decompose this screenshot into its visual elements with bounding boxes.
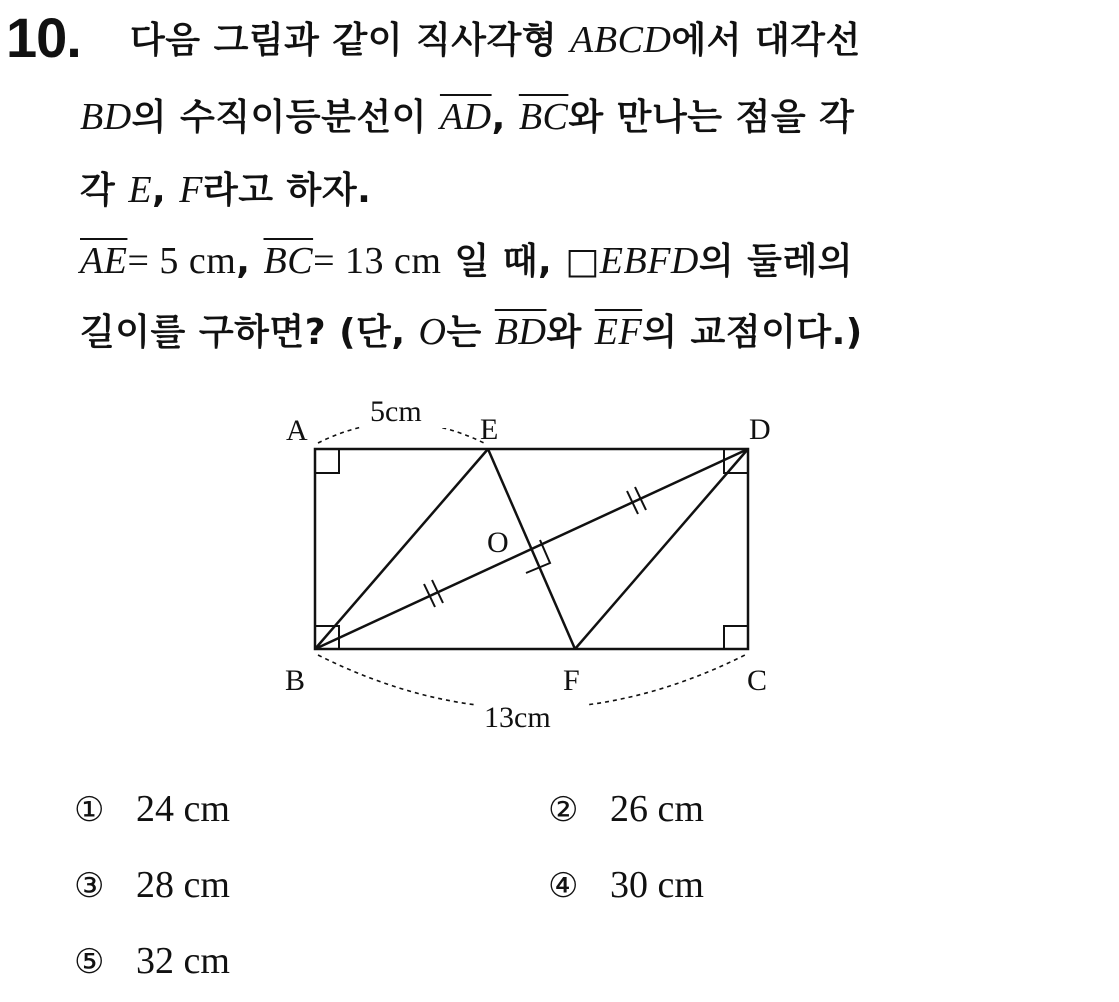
dimension-label-ae: 5cm (370, 395, 422, 428)
choice-2-value: 26 cm (610, 788, 704, 830)
tick-od-2 (635, 487, 646, 510)
segment-be (315, 449, 488, 649)
label-o: O (487, 526, 509, 559)
label-c: C (747, 664, 768, 697)
label-e: E (480, 413, 499, 446)
choice-4-marker: ④ (548, 866, 579, 906)
question-text: 의 수직이등분선이 (131, 97, 440, 138)
question-text: 길이를 구하면? (단, (80, 312, 419, 353)
dimension-label-bc: 13cm (484, 701, 551, 734)
label-f: F (563, 664, 580, 697)
question-text: 에서 대각선 (671, 20, 861, 61)
question-text: 다음 그림과 같이 직사각형 (130, 20, 571, 61)
question-text: , (491, 97, 519, 138)
math-symbol: E (128, 169, 153, 211)
choice-5-value: 32 cm (136, 940, 230, 982)
choice-3-marker: ③ (74, 866, 105, 906)
choice-1[interactable] (74, 786, 230, 832)
choice-2-marker: ② (548, 790, 579, 830)
label-b: B (285, 664, 306, 697)
question-number: 10. (6, 6, 81, 69)
segment-symbol: $\overline{BC}$ (263, 240, 314, 282)
question-text: 와 만나는 점을 각 (568, 97, 855, 138)
math-symbol: EBFD (599, 240, 699, 282)
choice-2[interactable] (548, 786, 704, 832)
segment-symbol: $\overline{BD}$ (494, 311, 547, 353)
choice-1-value: 24 cm (136, 788, 230, 830)
segment-symbol: $\overline{BC}$ (518, 96, 569, 138)
segment-fd (575, 449, 748, 649)
choice-3[interactable] (74, 862, 230, 908)
choice-4[interactable] (548, 862, 704, 908)
segment-symbol: $\overline{AD}$ (439, 96, 492, 138)
question-text: 라고 하자. (202, 170, 372, 211)
right-angle-mark-c (724, 626, 748, 649)
question-text: 는 (446, 312, 495, 353)
choice-5[interactable] (74, 938, 230, 984)
question-text: 와 (546, 312, 595, 353)
choice-1-marker: ① (74, 790, 105, 830)
math-value: = 5 cm (127, 240, 237, 282)
math-symbol: BD (80, 96, 132, 138)
math-symbol: F (179, 169, 203, 211)
math-symbol: O (418, 311, 447, 353)
question-text: 각 (80, 170, 129, 211)
right-angle-mark-a (315, 449, 339, 473)
math-value: = 13 cm (313, 240, 442, 282)
question-text: , (236, 241, 264, 282)
choice-5-marker: ⑤ (74, 942, 105, 982)
tick-od-1 (627, 491, 638, 514)
question-text: 의 교점이다.) (642, 312, 863, 353)
choice-4-value: 30 cm (610, 864, 704, 906)
segment-symbol: $\overline{AE}$ (80, 240, 128, 282)
math-symbol: ABCD (570, 19, 672, 61)
question-text: 일 때, □ (441, 241, 600, 282)
label-a: A (286, 414, 308, 447)
label-d: D (749, 413, 771, 446)
segment-symbol: $\overline{EF}$ (594, 311, 643, 353)
question-text: , (152, 170, 180, 211)
choice-3-value: 28 cm (136, 864, 230, 906)
question-text: 의 둘레의 (698, 241, 853, 282)
